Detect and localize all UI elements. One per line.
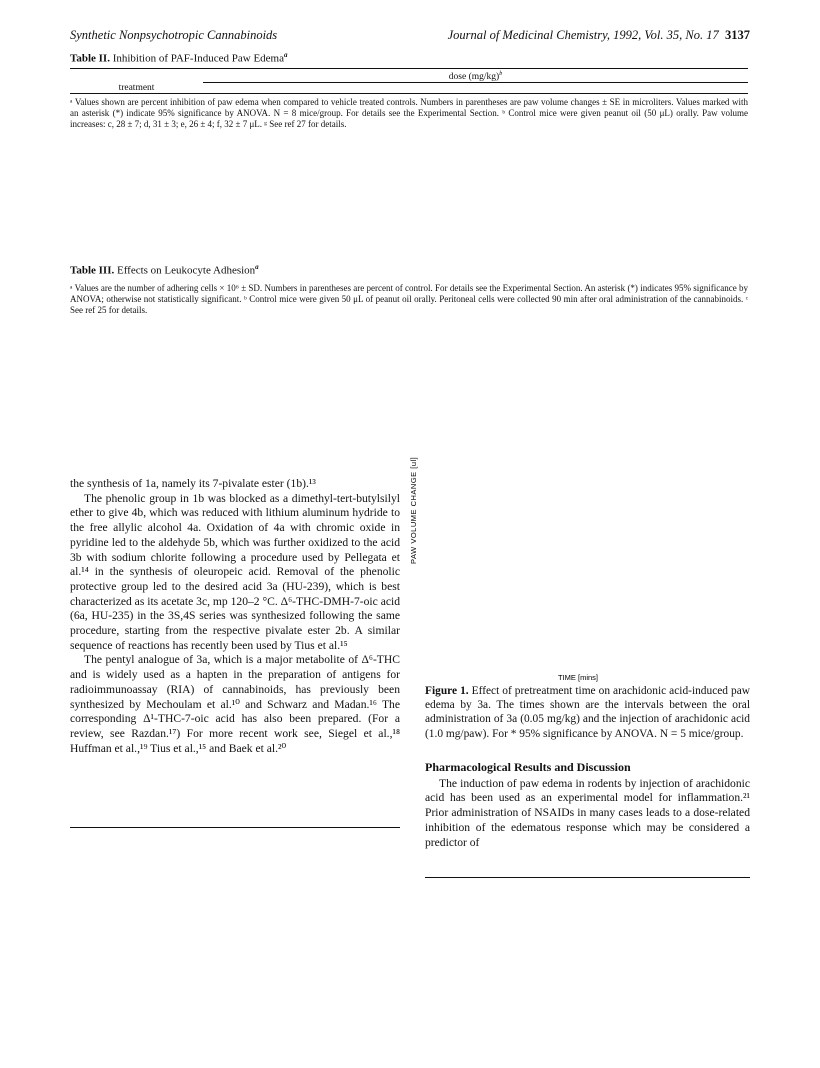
references-right bbox=[425, 877, 750, 881]
references-left bbox=[70, 827, 400, 831]
table-3 bbox=[70, 263, 748, 316]
table-3-caption: Table III. Effects on Leukocyte Adhesion$^a$ bbox=[70, 263, 259, 277]
table-3-footnote: ᵃ Values are the number of adhering cells × 10⁶ ± SD. Numbers in parentheses are percent of control. For details see the Experimental Section. An asterisk (*) indicates 95% significance by ANOVA; otherwise not statistically significant. ᵇ Control mice were given 50 μL of peanut oil orally. Peritoneal cells were collected 90 min after oral administration of the cannabinoids. ᶜ See ref 25 for details. bbox=[70, 282, 748, 315]
page-number: 3137 bbox=[725, 28, 750, 42]
table-2-title: Inhibition of PAF-Induced Paw Edema bbox=[112, 52, 284, 65]
paragraph: The induction of paw edema in rodents by injection of arachidonic acid has been used as an experimental model for inflammation.²¹ Prior administration of NSAIDs in many cases leads to a dose-related inhibition of the edematous response which may be considered a predictor of bbox=[425, 776, 750, 849]
dose-header: dose (mg/kg) bbox=[448, 71, 500, 82]
paragraph: The pentyl analogue of 3a, which is a major metabolite of Δ⁶-THC and is widely used as a hapten in the preparation of antigens for radioimmunoassay (RIA) of cannabinoids, has previously been synthesized by Mechoulam et al.¹⁰ and Schwarz and Madan.¹⁶ The corresponding Δ¹-THC-7-oic acid has also been prepared. (For a review, see Razdan.¹⁷) For more recent work see, Siegel et al.,¹⁸ Huffman et al.,¹⁹ Tius et al.,¹⁵ and Baek et al.²⁰ bbox=[70, 653, 400, 755]
table-3-title: Effects on Leukocyte Adhesion bbox=[116, 264, 256, 277]
figure-1 bbox=[409, 456, 750, 684]
table-2-footnote: ᵃ Values shown are percent inhibition of paw edema when compared to vehicle treated controls. Numbers in parentheses are paw volume changes ± SE in microliters. Values marked with an asterisk (*) indicate 95% significance by ANOVA. N = 8 mice/group. For details see the Experimental Section. ᵇ Control mice were given peanut oil (50 μL) orally. Paw volume increases: c, 28 ± 7; d, 31 ± 3; e, 26 ± 4; f, 32 ± 7 μL. ᵍ See ref 27 for details. bbox=[70, 97, 748, 130]
running-header-title: Synthetic Nonpsychotropic Cannabinoids bbox=[70, 28, 278, 42]
table-2-grid: dose $(mg/kg)^b$ treatment bbox=[70, 68, 748, 95]
section-heading: Pharmacological Results and Discussion bbox=[425, 760, 631, 774]
left-column-text bbox=[70, 477, 400, 756]
table-2 bbox=[70, 51, 748, 130]
paragraph: The phenolic group in 1b was blocked as a dimethyl-tert-butylsilyl ether to give 4b, which was reduced with lithium aluminum hydride to the free allylic alcohol 4a. Oxidation of 4a with chromic oxide in pyridine led to the aldehyde 5b, which was further oxidized to the acid 3b with sodium chlorite following a procedure used by Pellegata et al.¹⁴ in the synthesis of oleuropeic acid. Removal of the phenolic protective group led to the desired acid 3a (HU-239), which is best characterized as its acetate 3c, mp 120–2 °C. Δ⁶-THC-DMH-7-oic acid (6a, HU-235) in the 3S,4S series was synthesized following the same procedure, starting from the respective pivalate ester 2b. A similar sequence of reactions has recently been used by Tius et al.¹⁵ bbox=[70, 491, 401, 652]
right-column-text bbox=[425, 758, 750, 850]
running-header-journal: Journal of Medicinal Chemistry, 1992, Vol. 35, No. 17 3137 bbox=[447, 28, 750, 42]
table-2-caption: Table II. Inhibition of PAF-Induced Paw Edema$^a$ bbox=[70, 51, 288, 65]
figure-1-caption: Figure 1. Effect of pretreatment time on arachidonic acid-induced paw edema by 3a. The times shown are the intervals between the oral administration of 3a (0.05 mg/kg) and the injection of arachidonic acid (1.0 mg/paw). For * 95% significance by ANOVA. N = 5 mice/group. bbox=[425, 685, 750, 740]
bar-chart bbox=[409, 456, 750, 684]
treatment-header: treatment bbox=[118, 82, 155, 93]
y-axis-label: PAW VOLUME CHANGE [ul] bbox=[409, 456, 418, 564]
paragraph: the synthesis of 1a, namely its 7-pivalate ester (1b).¹³ bbox=[70, 477, 316, 490]
x-axis-label: TIME [mins] bbox=[557, 673, 599, 682]
